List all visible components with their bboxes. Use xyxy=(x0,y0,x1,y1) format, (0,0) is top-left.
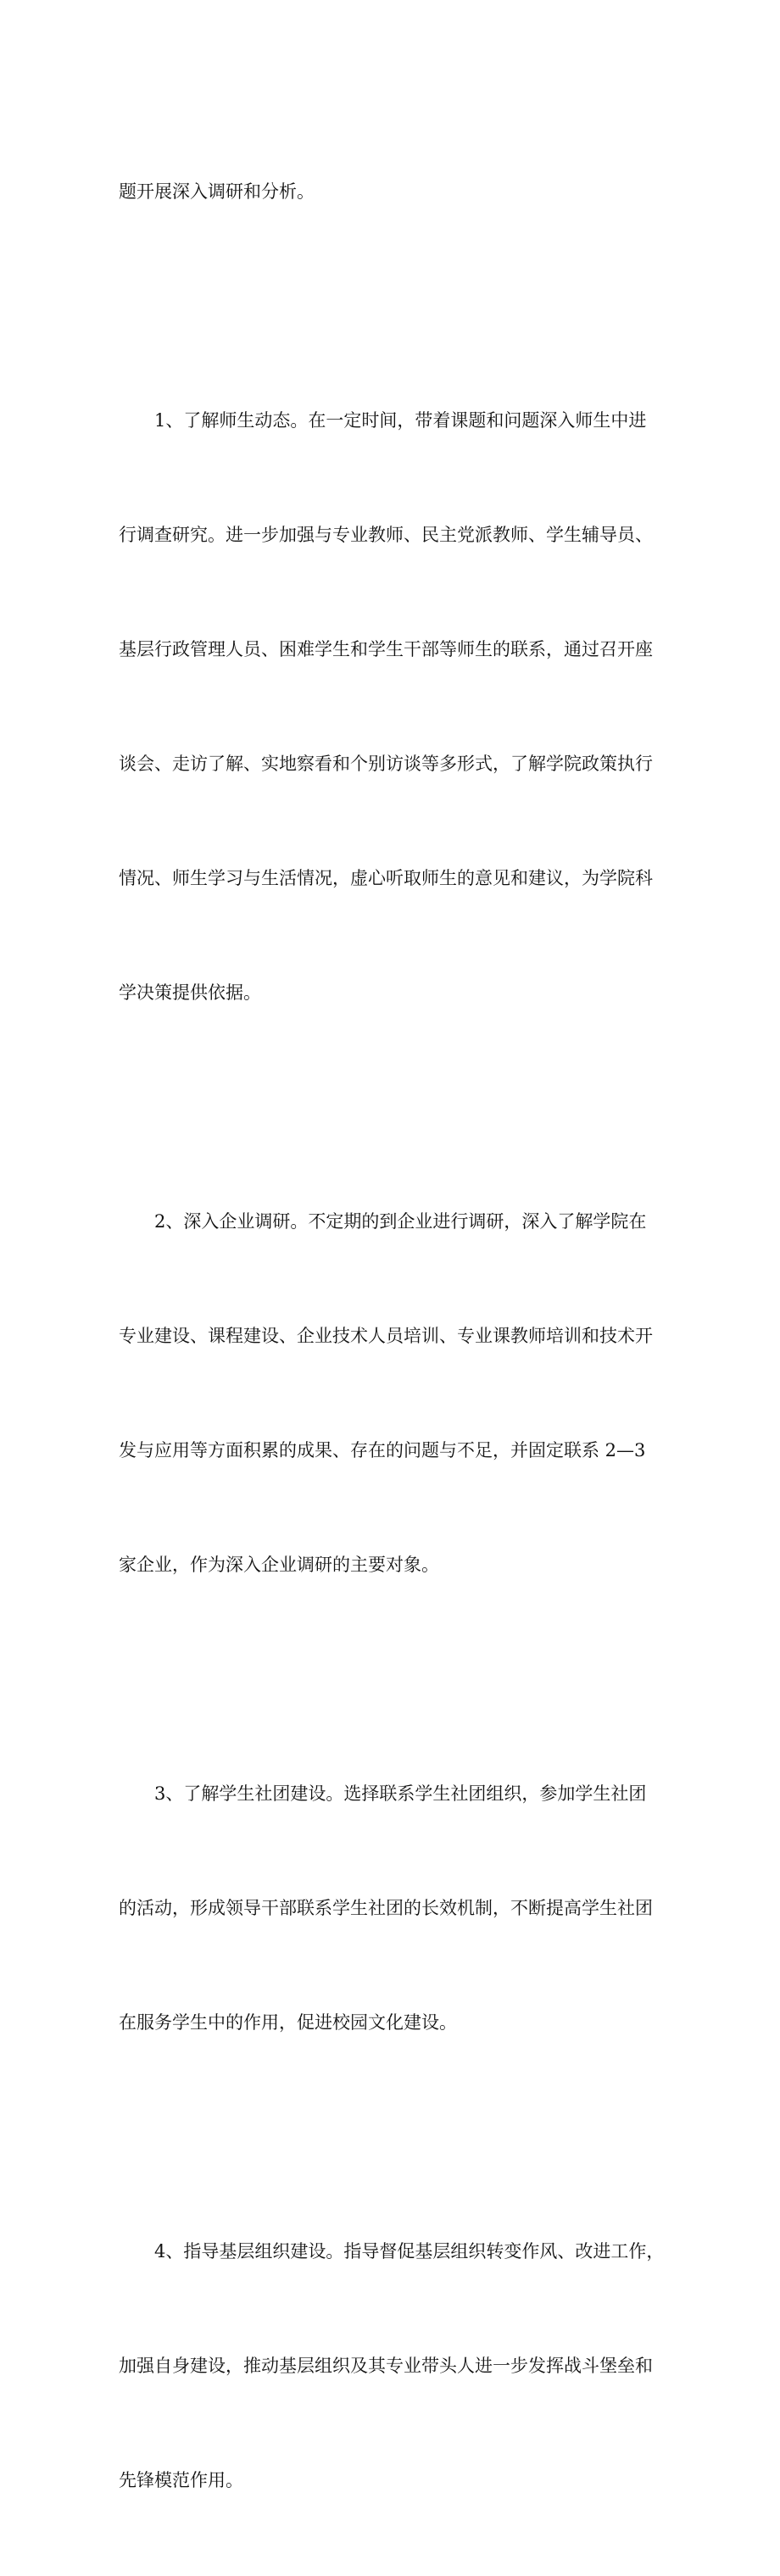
paragraph-3 xyxy=(119,1699,661,2118)
document-body xyxy=(119,97,665,2576)
paragraph-gap xyxy=(119,1661,661,1699)
paragraph-gap xyxy=(119,287,661,325)
text-line: 行调查研究。进一步加强与专业教师、民主党派教师、学生辅导员、 xyxy=(119,525,653,545)
text-line: 基层行政管理人员、困难学生和学生干部等师生的联系，通过召开座 xyxy=(119,639,653,659)
text-line: 家企业，作为深入企业调研的主要对象。 xyxy=(119,1555,439,1575)
paragraph-gap xyxy=(119,1088,661,1127)
paragraph-2 xyxy=(119,1127,661,1661)
text-line: 专业建设、课程建设、企业技术人员培训、专业课教师培训和技术开 xyxy=(119,1326,653,1346)
text-line: 4、指导基层组织建设。指导督促基层组织转变作风、改进工作， xyxy=(154,2241,665,2262)
text-line: 的活动，形成领导干部联系学生社团的长效机制，不断提高学生社团 xyxy=(119,1898,653,1918)
text-line: 情况、师生学习与生活情况，虚心听取师生的意见和建议，为学院科 xyxy=(119,868,653,888)
text-line: 发与应用等方面积累的成果、存在的问题与不足，并固定联系 2—3 xyxy=(119,1440,646,1460)
text-line: 先锋模范作用。 xyxy=(119,2470,243,2490)
text-line: 加强自身建设，推动基层组织及其专业带头人进一步发挥战斗堡垒和 xyxy=(119,2356,653,2376)
text-line: 学决策提供依据。 xyxy=(119,982,261,1003)
paragraph-4 xyxy=(119,2156,665,2576)
text-line: 在服务学生中的作用，促进校园文化建设。 xyxy=(119,2012,457,2033)
text-line: 2、深入企业调研。不定期的到企业进行调研，深入了解学院在 xyxy=(154,1211,647,1232)
text-line: 谈会、走访了解、实地察看和个别访谈等多形式，了解学院政策执行 xyxy=(119,754,653,774)
text-line: 1、了解师生动态。在一定时间，带着课题和问题深入师生中进 xyxy=(154,410,647,431)
text-line: 3、了解学生社团建设。选择联系学生社团组织，参加学生社团 xyxy=(154,1783,647,1804)
paragraph-continuation xyxy=(119,97,661,287)
paragraph-gap xyxy=(119,2118,661,2156)
text-line: 题开展深入调研和分析。 xyxy=(119,181,315,202)
paragraph-1 xyxy=(119,325,661,1088)
